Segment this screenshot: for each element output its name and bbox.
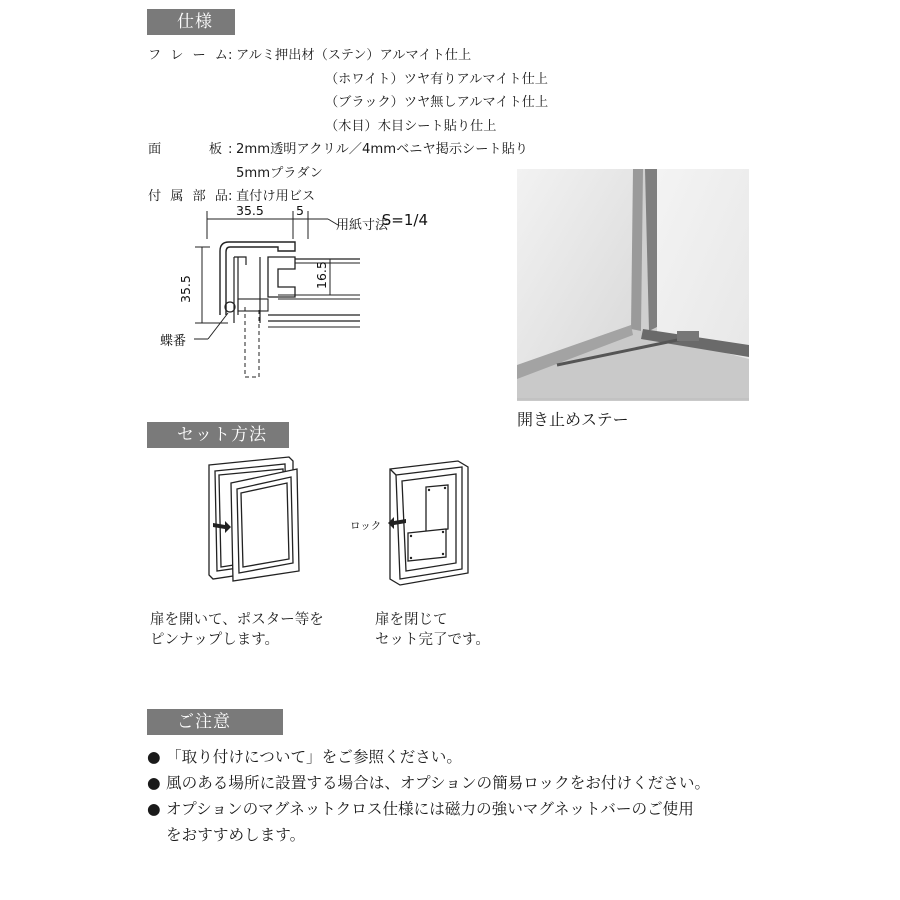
note-item bbox=[147, 796, 710, 822]
spec-header: 仕様 bbox=[147, 9, 235, 35]
spec-values-panel bbox=[236, 138, 528, 185]
label-char: 属 bbox=[170, 189, 184, 204]
bullet-icon: ● bbox=[147, 748, 161, 766]
caption-line: セット完了です。 bbox=[375, 632, 490, 648]
spec-colon: : bbox=[228, 142, 233, 157]
paper-size-label: 用紙寸法 bbox=[336, 218, 389, 233]
spec-row-frame bbox=[148, 44, 548, 138]
label-char: 付 bbox=[148, 189, 162, 204]
spec-label-panel bbox=[148, 138, 228, 185]
spec-value: 5mmプラダン bbox=[236, 165, 323, 181]
bullet-icon: ● bbox=[147, 774, 161, 792]
spec-value: 2mm透明アクリル／4mmベニヤ掲示シート貼り bbox=[236, 142, 528, 157]
notes-header: ご注意 bbox=[147, 709, 283, 735]
caption-line: 扉を閉じて bbox=[375, 612, 448, 628]
setup-header: セット方法 bbox=[147, 422, 289, 448]
label-char: レ bbox=[170, 48, 184, 63]
spec-colon: : bbox=[228, 189, 233, 204]
spec-value: アルミ押出材（ステン）アルマイト仕上 bbox=[236, 48, 472, 63]
bullet-icon: ● bbox=[147, 800, 161, 818]
spec-value: （ホワイト）ツヤ有りアルマイト仕上 bbox=[325, 71, 548, 87]
note-text: 風のある場所に設置する場合は、オプションの簡易ロックをお付けください。 bbox=[166, 774, 711, 792]
label-char: フ bbox=[148, 48, 162, 63]
caption-line: 扉を開いて、ポスター等を bbox=[150, 612, 324, 628]
label-char: 面 bbox=[148, 142, 162, 157]
scale-label: S=1/4 bbox=[381, 211, 428, 229]
hinge-label: 蝶番 bbox=[160, 334, 187, 349]
note-item bbox=[147, 770, 710, 796]
stay-photo bbox=[517, 169, 749, 401]
spec-values-frame bbox=[236, 44, 548, 138]
note-continuation: をおすすめします。 bbox=[166, 826, 306, 844]
closed-frame-illustration bbox=[350, 455, 475, 590]
label-char: ム bbox=[214, 48, 228, 63]
step2-caption bbox=[375, 610, 490, 650]
label-char: ー bbox=[192, 48, 206, 63]
spec-value: （木目）木目シート貼り仕上 bbox=[325, 118, 497, 134]
notes-list bbox=[147, 744, 710, 848]
lock-label: ロック bbox=[350, 520, 382, 532]
label-char: 品 bbox=[214, 189, 228, 204]
note-text: オプションのマグネットクロス仕様には磁力の強いマグネットバーのご使用 bbox=[166, 800, 694, 818]
label-char: 部 bbox=[192, 189, 206, 204]
spec-list bbox=[148, 44, 548, 209]
spec-value: （ブラック）ツヤ無しアルマイト仕上 bbox=[325, 95, 549, 110]
spec-colon: : bbox=[228, 48, 233, 63]
dim-inner-label: 16.5 bbox=[314, 261, 329, 289]
open-frame-illustration bbox=[205, 455, 300, 585]
spec-value: 直付け用ビス bbox=[236, 189, 316, 204]
dim-width-label: 35.5 bbox=[236, 203, 264, 218]
spec-label-frame bbox=[148, 44, 228, 138]
caption-line: ピンナップします。 bbox=[150, 632, 280, 648]
dim-gap-label: 5 bbox=[296, 203, 304, 218]
label-char: 板 bbox=[208, 142, 222, 157]
note-text: 「取り付けについて」をご参照ください。 bbox=[166, 748, 462, 766]
spec-row-panel bbox=[148, 138, 548, 185]
note-item bbox=[147, 744, 710, 770]
frame-cross-section-diagram bbox=[150, 195, 440, 385]
dim-height-label: 35.5 bbox=[178, 275, 193, 303]
stay-photo-caption: 開き止めステー bbox=[517, 410, 629, 429]
step1-caption bbox=[150, 610, 324, 650]
